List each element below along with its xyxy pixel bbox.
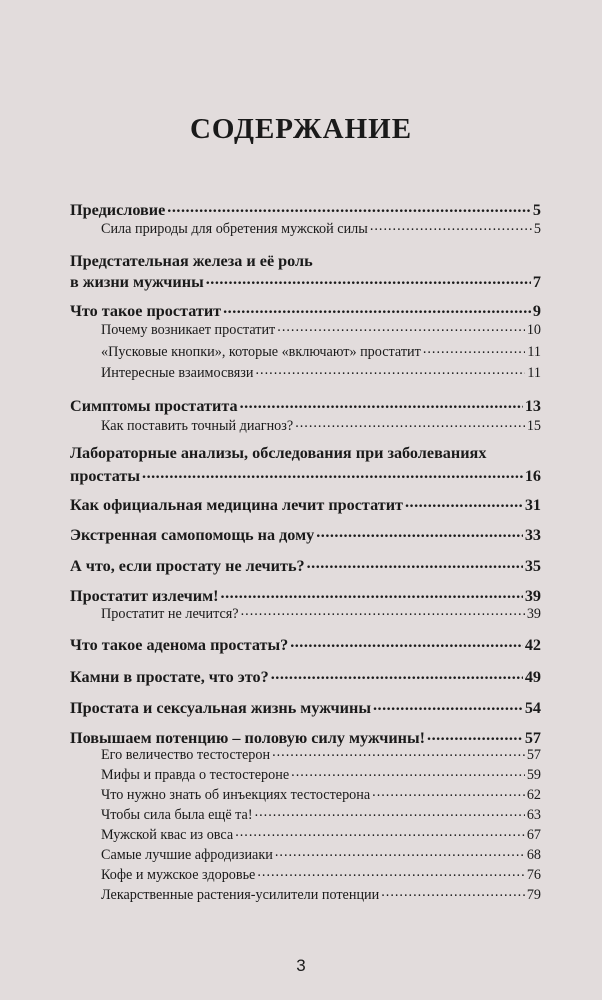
- toc-section-entry: [70, 785, 541, 804]
- toc-entry-page: 11: [527, 344, 541, 361]
- toc-section-entry: [70, 342, 541, 361]
- toc-chapter-entry: [70, 697, 541, 718]
- toc-leader-dots: [206, 271, 531, 287]
- toc-leader-dots: [427, 727, 523, 743]
- toc-chapter-entry: [70, 395, 541, 416]
- toc-entry-label: Предисловие: [70, 201, 166, 220]
- toc-chapter-entry: [70, 300, 541, 321]
- toc-section-entry: [70, 885, 541, 904]
- toc-entry-page: 11: [527, 365, 541, 382]
- page-number: 3: [296, 956, 306, 975]
- toc-section-entry: [70, 416, 541, 435]
- toc-leader-dots: [405, 494, 523, 510]
- toc-section-entry: [70, 865, 541, 884]
- toc-entry-page: 79: [526, 887, 541, 904]
- toc-entry-page: 16: [524, 467, 541, 486]
- toc-entry-page: 9: [532, 302, 541, 321]
- toc-entry-page: 67: [526, 827, 541, 844]
- toc-entry-page: 54: [524, 699, 541, 718]
- toc-section-entry: [70, 604, 541, 623]
- toc-entry-page: 13: [524, 397, 541, 416]
- toc-entry-label: Его величество тестостерон: [101, 747, 271, 764]
- toc-entry-page: 35: [524, 557, 541, 576]
- toc-entry-page: 49: [524, 668, 541, 687]
- toc-leader-dots: [290, 634, 523, 650]
- toc-leader-dots: [307, 555, 523, 571]
- toc-entry-label: Чтобы сила была ещё та!: [101, 807, 253, 824]
- toc-entry-label: Простата и сексуальная жизнь мужчины: [70, 699, 371, 718]
- toc-entry-page: 42: [524, 636, 541, 655]
- toc-entry-label: Камни в простате, что это?: [70, 668, 269, 687]
- toc-entry-label: в жизни мужчины: [70, 273, 204, 292]
- toc-section-entry: [70, 765, 541, 784]
- toc-chapter-entry: [70, 494, 541, 515]
- toc-leader-dots: [381, 885, 525, 899]
- toc-entry-page: 31: [524, 496, 541, 515]
- toc-chapter-entry: [70, 585, 541, 606]
- toc-chapter-entry: [70, 666, 541, 687]
- toc-entry-label: Симптомы простатита: [70, 397, 238, 416]
- toc-entry-label: Простатит не лечится?: [101, 606, 239, 623]
- toc-leader-dots: [235, 825, 525, 839]
- toc-entry-label: Что нужно знать об инъекциях тестостерона: [101, 787, 371, 804]
- toc-leader-dots: [142, 465, 523, 481]
- toc-leader-dots: [271, 666, 523, 682]
- toc-entry-page: 57: [526, 747, 541, 764]
- toc-entry-page: 15: [526, 418, 541, 435]
- toc-entry-label: Самые лучшие афродизиаки: [101, 847, 273, 864]
- toc-leader-dots: [256, 363, 526, 377]
- toc-entry-label: Простатит излечим!: [70, 587, 219, 606]
- toc-leader-dots: [291, 765, 525, 779]
- toc-entry-label: Кофе и мужское здоровье: [101, 867, 256, 884]
- toc-leader-dots: [275, 845, 525, 859]
- toc-chapter-entry: [70, 252, 541, 271]
- toc-section-entry: [70, 320, 541, 339]
- toc-section-entry: [70, 363, 541, 382]
- toc-entry-page: 39: [524, 587, 541, 606]
- toc-entry-page: 68: [526, 847, 541, 864]
- toc-leader-dots: [257, 865, 524, 879]
- toc-leader-dots: [372, 785, 525, 799]
- toc-entry-label: Почему возникает простатит: [101, 322, 276, 339]
- toc-leader-dots: [423, 342, 526, 356]
- toc-leader-dots: [167, 199, 531, 215]
- toc-chapter-entry: [70, 271, 541, 292]
- toc-entry-label: Повышаем потенцию – половую силу мужчины!: [70, 729, 426, 748]
- toc-entry-label: Предстательная железа и её роль: [70, 252, 313, 270]
- toc-chapter-entry: [70, 444, 541, 463]
- toc-entry-label: Как поставить точный диагноз?: [101, 418, 294, 435]
- toc-section-entry: [70, 845, 541, 864]
- toc-entry-label: Лекарственные растения-усилители потенции: [101, 887, 380, 904]
- toc-entry-page: 76: [526, 867, 541, 884]
- toc-leader-dots: [295, 416, 525, 430]
- toc-chapter-entry: [70, 465, 541, 486]
- toc-section-entry: [70, 219, 541, 238]
- toc-entry-page: 10: [526, 322, 541, 339]
- toc-leader-dots: [316, 524, 523, 540]
- toc-leader-dots: [241, 604, 525, 618]
- toc-chapter-entry: [70, 634, 541, 655]
- toc-leader-dots: [373, 697, 523, 713]
- toc-leader-dots: [255, 805, 525, 819]
- toc-entry-page: 57: [524, 729, 541, 748]
- toc-chapter-entry: [70, 555, 541, 576]
- toc-section-entry: [70, 805, 541, 824]
- toc-leader-dots: [240, 395, 523, 411]
- toc-entry-page: 7: [532, 273, 541, 292]
- toc-entry-page: 5: [533, 221, 541, 238]
- toc-entry-label: Экстренная самопомощь на дому: [70, 526, 315, 545]
- toc-entry-label: Сила природы для обретения мужской силы: [101, 221, 368, 238]
- toc-entry-label: Интересные взаимосвязи: [101, 365, 254, 382]
- toc-entry-page: 63: [526, 807, 541, 824]
- toc-entry-label: Мифы и правда о тестостероне: [101, 767, 290, 784]
- toc-section-entry: [70, 745, 541, 764]
- toc-entry-label: Мужской квас из овса: [101, 827, 234, 844]
- toc-entry-page: 59: [526, 767, 541, 784]
- toc-title: СОДЕРЖАНИЕ: [189, 113, 413, 145]
- toc-entry-label: Как официальная медицина лечит простатит: [70, 496, 403, 515]
- toc-leader-dots: [277, 320, 525, 334]
- toc-entry-label: Что такое аденома простаты?: [70, 636, 289, 655]
- toc-leader-dots: [223, 300, 531, 316]
- toc-leader-dots: [370, 219, 532, 233]
- toc-entry-label: Что такое простатит: [70, 302, 222, 321]
- toc-chapter-entry: [70, 524, 541, 545]
- toc-entry-page: 5: [532, 201, 541, 220]
- toc-entry-label: А что, если простату не лечить?: [70, 557, 305, 576]
- toc-entry-label: «Пусковые кнопки», которые «включают» простатит: [101, 344, 421, 361]
- toc-section-entry: [70, 825, 541, 844]
- toc-entry-label: Лабораторные анализы, обследования при заболеваниях: [70, 444, 487, 462]
- toc-leader-dots: [221, 585, 523, 601]
- toc-entry-page: 62: [526, 787, 541, 804]
- toc-entry-page: 39: [526, 606, 541, 623]
- toc-entry-label: простаты: [70, 467, 141, 486]
- toc-chapter-entry: [70, 199, 541, 220]
- toc-leader-dots: [272, 745, 525, 759]
- toc-entry-page: 33: [524, 526, 541, 545]
